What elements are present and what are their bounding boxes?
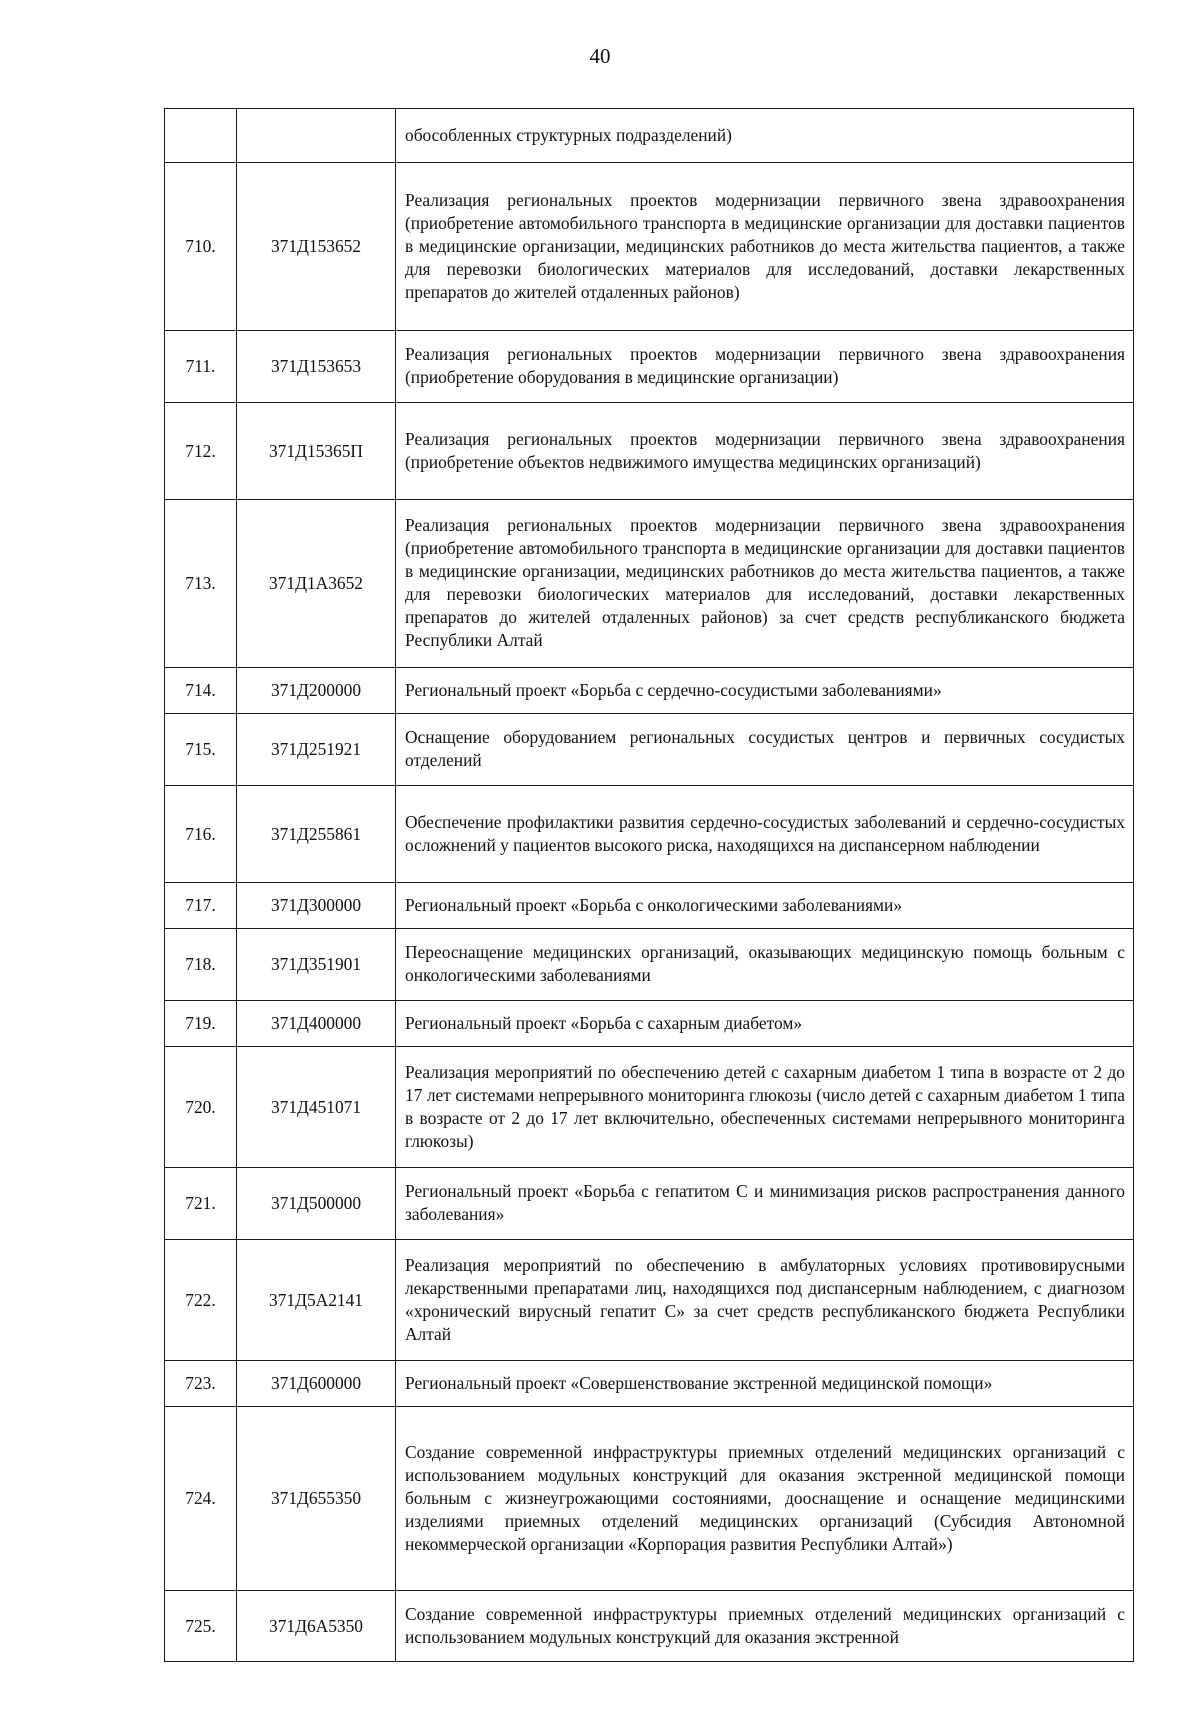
row-description: Региональный проект «Борьба с онкологическими заболеваниями» <box>396 883 1134 929</box>
row-description: Региональный проект «Совершенствование экстренной медицинской помощи» <box>396 1361 1134 1407</box>
row-description: обособленных структурных подразделений) <box>396 109 1134 163</box>
row-code: 371Д255861 <box>237 786 396 883</box>
row-description: Создание современной инфраструктуры приемных отделений медицинских организаций с использованием модульных конструкций для оказания экстренной <box>396 1591 1134 1662</box>
row-code: 371Д153653 <box>237 331 396 403</box>
row-number: 718. <box>165 929 237 1001</box>
row-code <box>237 109 396 163</box>
row-code: 371Д15365П <box>237 403 396 500</box>
row-code: 371Д251921 <box>237 714 396 786</box>
row-description: Реализация мероприятий по обеспечению в амбулаторных условиях противовирусными лекарственными препаратами лиц, находящихся под диспансерным наблюдением, с диагнозом «хронический вирусный гепатит С» за счет средств республиканского бюджета Республики Алтай <box>396 1240 1134 1361</box>
row-number: 722. <box>165 1240 237 1361</box>
row-number: 710. <box>165 163 237 331</box>
row-description: Переоснащение медицинских организаций, оказывающих медицинскую помощь больным с онкологическими заболеваниями <box>396 929 1134 1001</box>
table-row <box>165 331 1134 403</box>
table-row <box>165 163 1134 331</box>
row-description: Реализация мероприятий по обеспечению детей с сахарным диабетом 1 типа в возрасте от 2 до 17 лет системами непрерывного мониторинга глюкозы (число детей с сахарным диабетом 1 типа в возрасте от 2 до 17 лет включительно, обеспеченных системами непрерывного мониторинга глюкозы) <box>396 1047 1134 1168</box>
row-code: 371Д300000 <box>237 883 396 929</box>
row-description: Реализация региональных проектов модернизации первичного звена здравоохранения (приобретение автомобильного транспорта в медицинские организации для доставки пациентов в медицинские организации, медицинских работников до места жительства пациентов, а также для перевозки биологических материалов для исследований, доставки лекарственных препаратов до жителей отдаленных районов) <box>396 163 1134 331</box>
table-row <box>165 786 1134 883</box>
row-number: 713. <box>165 500 237 668</box>
row-number: 717. <box>165 883 237 929</box>
table-row <box>165 1168 1134 1240</box>
table-row <box>165 883 1134 929</box>
table-row <box>165 403 1134 500</box>
table-row <box>165 500 1134 668</box>
row-number <box>165 109 237 163</box>
row-code: 371Д500000 <box>237 1168 396 1240</box>
row-code: 371Д600000 <box>237 1361 396 1407</box>
row-code: 371Д400000 <box>237 1001 396 1047</box>
row-number: 714. <box>165 668 237 714</box>
row-code: 371Д153652 <box>237 163 396 331</box>
row-code: 371Д351901 <box>237 929 396 1001</box>
row-code: 371Д451071 <box>237 1047 396 1168</box>
row-number: 716. <box>165 786 237 883</box>
row-description: Обеспечение профилактики развития сердечно-сосудистых заболеваний и сердечно-сосудистых осложнений у пациентов высокого риска, находящихся на диспансерном наблюдении <box>396 786 1134 883</box>
table-row <box>165 1591 1134 1662</box>
row-code: 371Д200000 <box>237 668 396 714</box>
row-number: 712. <box>165 403 237 500</box>
row-description: Реализация региональных проектов модернизации первичного звена здравоохранения (приобретение объектов недвижимого имущества медицинских организаций) <box>396 403 1134 500</box>
table-row <box>165 1240 1134 1361</box>
row-description: Реализация региональных проектов модернизации первичного звена здравоохранения (приобретение оборудования в медицинские организации) <box>396 331 1134 403</box>
row-number: 721. <box>165 1168 237 1240</box>
table-row <box>165 714 1134 786</box>
table-row <box>165 929 1134 1001</box>
row-number: 720. <box>165 1047 237 1168</box>
row-description: Региональный проект «Борьба с сахарным диабетом» <box>396 1001 1134 1047</box>
row-description: Региональный проект «Борьба с гепатитом С и минимизация рисков распространения данного заболевания» <box>396 1168 1134 1240</box>
row-code: 371Д6А5350 <box>237 1591 396 1662</box>
row-number: 723. <box>165 1361 237 1407</box>
row-description: Создание современной инфраструктуры приемных отделений медицинских организаций с использованием модульных конструкций для оказания экстренной медицинской помощи больным с жизнеугрожающими состояниями, дооснащение и оснащение медицинскими изделиями приемных отделений медицинских организаций (Субсидия Автономной некоммерческой организации «Корпорация развития Республики Алтай») <box>396 1407 1134 1591</box>
table-row <box>165 109 1134 163</box>
table-row <box>165 1047 1134 1168</box>
table-row <box>165 1361 1134 1407</box>
row-number: 715. <box>165 714 237 786</box>
budget-codes-table <box>164 108 1134 1662</box>
row-number: 724. <box>165 1407 237 1591</box>
row-description: Реализация региональных проектов модернизации первичного звена здравоохранения (приобретение автомобильного транспорта в медицинские организации для доставки пациентов в медицинские организации, медицинских работников до места жительства пациентов, а также для перевозки биологических материалов для исследований, доставки лекарственных препаратов до жителей отдаленных районов) за счет средств республиканского бюджета Республики Алтай <box>396 500 1134 668</box>
row-code: 371Д1А3652 <box>237 500 396 668</box>
table-row <box>165 1407 1134 1591</box>
row-number: 719. <box>165 1001 237 1047</box>
row-code: 371Д655350 <box>237 1407 396 1591</box>
page-number: 40 <box>589 44 611 68</box>
row-number: 711. <box>165 331 237 403</box>
row-description: Оснащение оборудованием региональных сосудистых центров и первичных сосудистых отделений <box>396 714 1134 786</box>
row-description: Региональный проект «Борьба с сердечно-сосудистыми заболеваниями» <box>396 668 1134 714</box>
row-code: 371Д5А2141 <box>237 1240 396 1361</box>
table-row <box>165 668 1134 714</box>
table-row <box>165 1001 1134 1047</box>
row-number: 725. <box>165 1591 237 1662</box>
